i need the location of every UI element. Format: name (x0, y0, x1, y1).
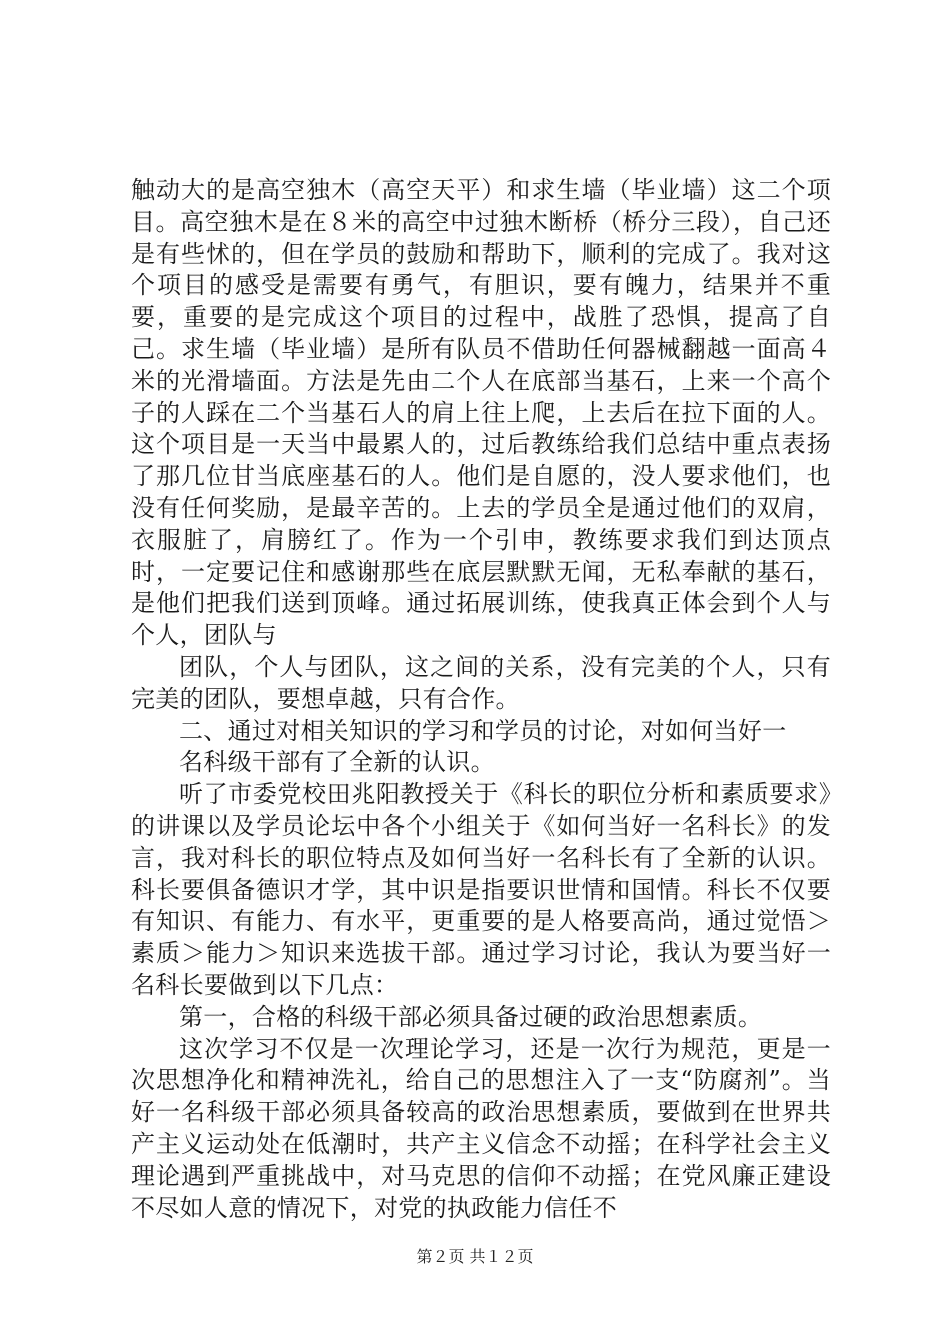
paragraph-1: 触动大的是高空独木（高空天平）和求生墙（毕业墙）这二个项目。高空独木是在８米的高空中过独木断桥（桥分三段），自己还是有些怵的，但在学员的鼓励和帮助下，顺利的完成了。我对这个项目的感受是需要有勇气，有胆识，要有魄力，结果并不重要，重要的是完成这个项目的过程中，战胜了恐惧，提高了自己。求生墙（毕业墙）是所有队员不借助任何器械翻越一面高４米的光滑墙面。方法是先由二个人在底部当基石，上来一个高个子的人踩在二个当基石人的肩上往上爬，上去后在拉下面的人。这个项目是一天当中最累人的，过后教练给我们总结中重点表扬了那几位甘当底座基石的人。他们是自愿的，没人要求他们，也没有任何奖励，是最辛苦的。上去的学员全是通过他们的双肩，衣服脏了，肩膀红了。作为一个引申，教练要求我们到达顶点时，一定要记住和感谢那些在底层默默无闻，无私奉献的基石，是他们把我们送到顶峰。通过拓展训练，使我真正体会到个人与个人，团队与 (131, 176, 831, 650)
point-1-heading: 第一，合格的科级干部必须具备过硬的政治思想素质。 (179, 1002, 763, 1031)
paragraph-2: 团队，个人与团队，这之间的关系，没有完美的个人，只有完美的团队，要想卓越，只有合作。 (131, 652, 831, 713)
body-text (131, 175, 831, 1224)
paragraph-4: 这次学习不仅是一次理论学习，还是一次行为规范，更是一次思想净化和精神洗礼，给自己的思想注入了一支“防腐剂”。当好一名科级干部必须具备较高的政治思想素质，要做到在世界共产主义运动处在低潮时，共产主义信念不动摇；在科学社会主义理论遇到严重挑战中，对马克思的信仰不动摇；在党风廉正建设不尽如人意的情况下，对党的执政能力信任不 (131, 1034, 831, 1222)
paragraph-3: 听了市委党校田兆阳教授关于《科长的职位分析和素质要求》的讲课以及学员论坛中各个小组关于《如何当好一名科长》的发言，我对科长的职位特点及如何当好一名科长有了全新的认识。科长要俱备德识才学，其中识是指要识世情和国情。科长不仅要有知识、有能力、有水平，更重要的是人格要高尚，通过觉悟＞素质＞能力＞知识来选拔干部。通过学习讨论，我认为要当好一名科长要做到以下几点： (131, 780, 831, 999)
section-heading-2-line-1: 二、通过对相关知识的学习和学员的讨论，对如何当好一 (179, 716, 787, 745)
page-number-footer: 第２页 共１２页 (416, 1247, 534, 1266)
section-heading-2-line-2: 名科级干部有了全新的认识。 (179, 748, 495, 777)
